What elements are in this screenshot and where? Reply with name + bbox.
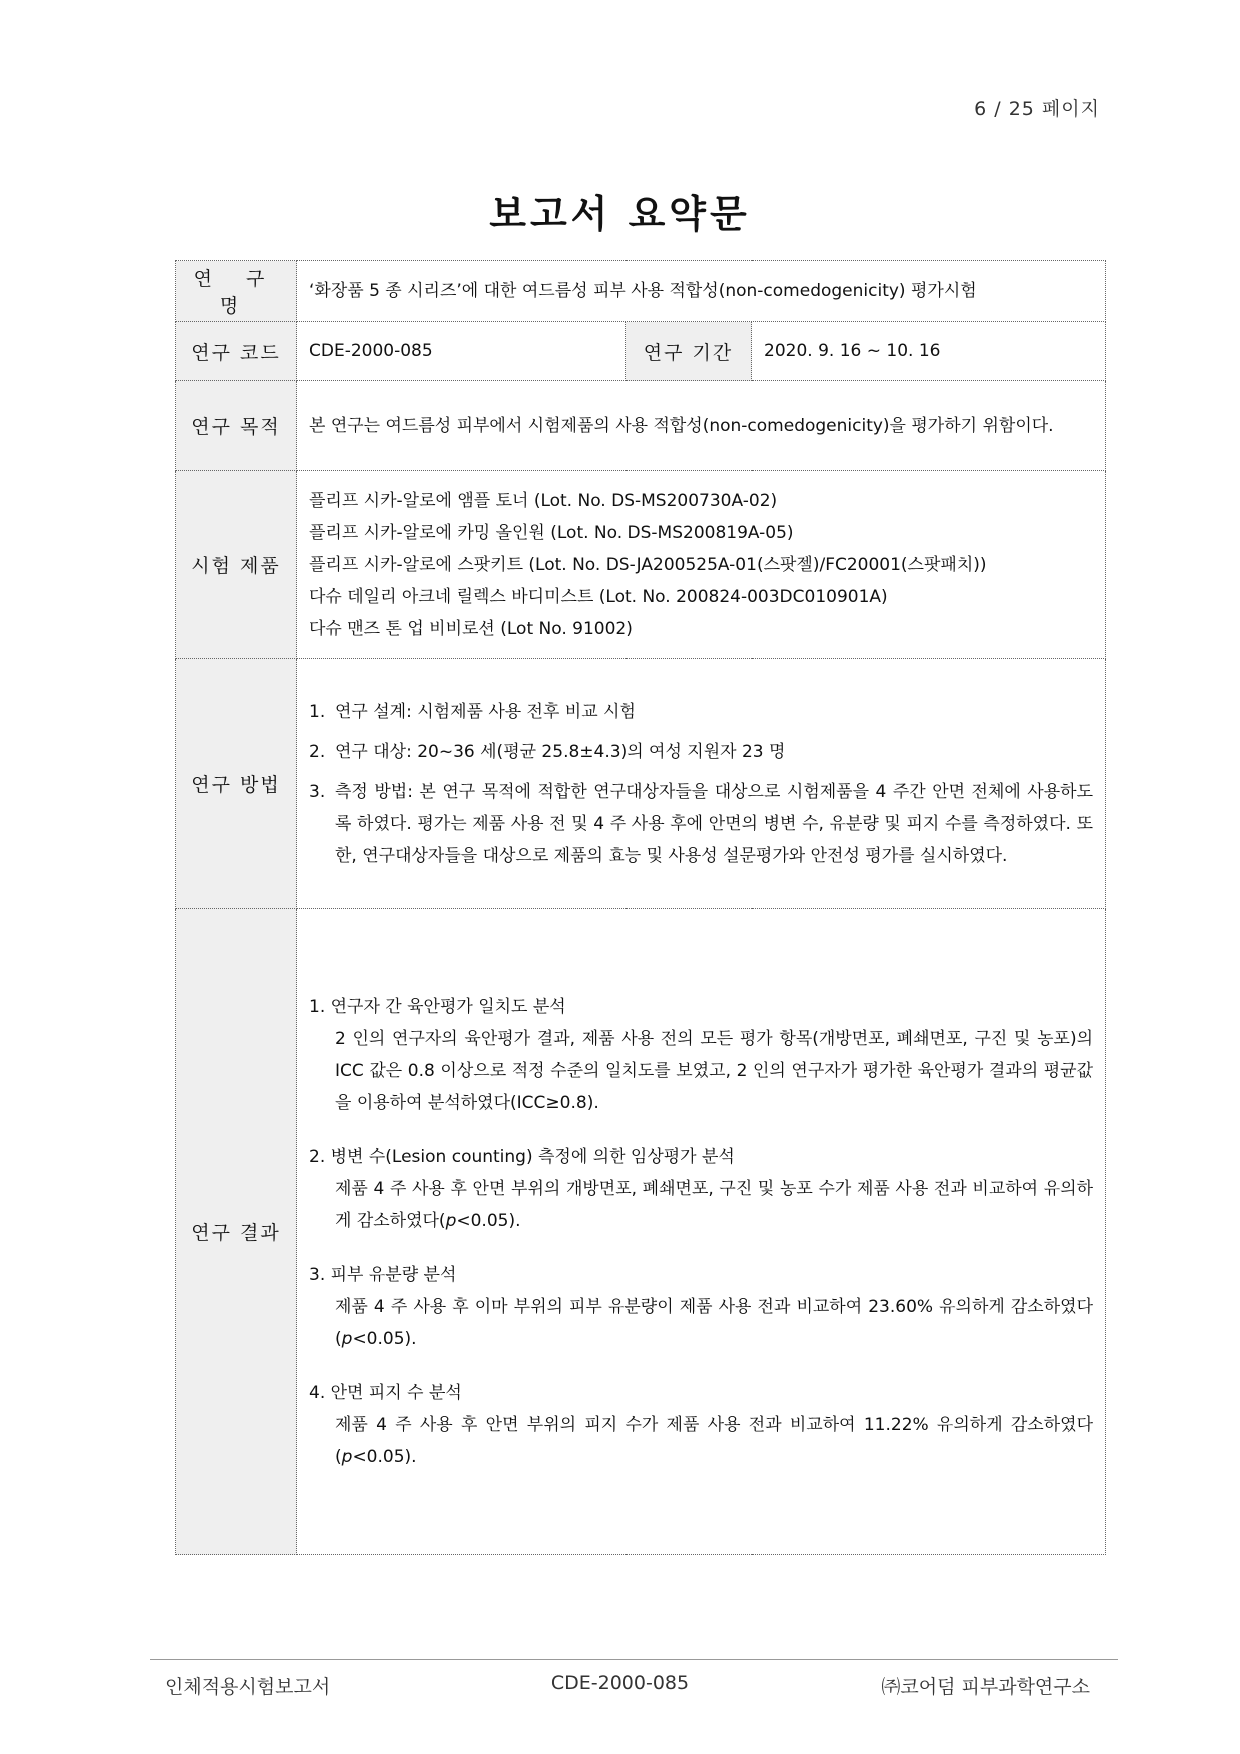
row-study-code [176,322,1106,381]
result-body: 제품 4 주 사용 후 안면 부위의 피지 수가 제품 사용 전과 비교하여 11.22% 유의하게 감소하였다(p<0.05). [335,1414,1093,1467]
result-item [309,1259,1093,1355]
row-products [176,471,1106,659]
product-item: 다슈 맨즈 톤 업 비비로션 (Lot No. 91002) [309,618,633,639]
value-products [297,471,1106,659]
result-heading: 3. 피부 유분량 분석 [309,1264,457,1285]
label-study-name: 연 구 명 [176,261,297,322]
value-study-code: CDE-2000-085 [297,322,626,381]
label-method: 연구 방법 [176,659,297,909]
row-purpose [176,381,1106,471]
label-study-period: 연구 기간 [626,322,752,381]
method-item: 3. 측정 방법: 본 연구 목적에 적합한 연구대상자들을 대상으로 시험제품을 4 주간 안면 전체에 사용하도록 하였다. 평가는 제품 사용 전 및 4 주 사용 후에 안면의 병변 수, 유분량 및 피지 수를 측정하였다. 또한, 연구대상자들을 대상으로 제품의 효능 및 사용성 설문평가와 안전성 평가를 실시하였다. [309,781,1093,866]
method-item: 2. 연구 대상: 20~36 세(평균 25.8±4.3)의 여성 지원자 23 명 [309,741,786,762]
result-item [309,991,1093,1119]
result-heading: 4. 안면 피지 수 분석 [309,1382,462,1403]
value-study-name: ‘화장품 5 종 시리즈’에 대한 여드름성 피부 사용 적합성(non-comedogenicity) 평가시험 [297,261,1106,322]
result-heading: 1. 연구자 간 육안평가 일치도 분석 [309,996,566,1017]
product-item: 플리프 시카-알로에 카밍 올인원 (Lot. No. DS-MS200819A-05) [309,522,794,543]
label-results: 연구 결과 [176,909,297,1555]
value-results [297,909,1106,1555]
label-study-code: 연구 코드 [176,322,297,381]
row-results [176,909,1106,1555]
result-heading: 2. 병변 수(Lesion counting) 측정에 의한 임상평가 분석 [309,1146,735,1167]
page-indicator: 6 / 25 페이지 [974,98,1100,120]
method-item: 1. 연구 설계: 시험제품 사용 전후 비교 시험 [309,701,636,722]
product-item: 다슈 데일리 아크네 릴렉스 바디미스트 (Lot. No. 200824-003DC010901A) [309,586,888,607]
result-body: 제품 4 주 사용 후 안면 부위의 개방면포, 폐쇄면포, 구진 및 농포 수가 제품 사용 전과 비교하여 유의하게 감소하였다(p<0.05). [335,1178,1093,1231]
footer-report-type: 인체적용시험보고서 [165,1676,331,1698]
footer-study-code: CDE-2000-085 [550,1672,690,1694]
value-study-period: 2020. 9. 16 ~ 10. 16 [752,322,1106,381]
label-products: 시험 제품 [176,471,297,659]
result-body: 제품 4 주 사용 후 이마 부위의 피부 유분량이 제품 사용 전과 비교하여 23.60% 유의하게 감소하였다(p<0.05). [335,1296,1093,1349]
result-body: 2 인의 연구자의 육안평가 결과, 제품 사용 전의 모든 평가 항목(개방면포, 폐쇄면포, 구진 및 농포)의 ICC 값은 0.8 이상으로 적정 수준의 일치도를 보였고, 2 인의 연구자가 평가한 육안평가 결과의 평균값을 이용하여 분석하였다(ICC≥0.8). [335,1028,1093,1113]
summary-table [175,260,1106,1555]
product-item: 플리프 시카-알로에 스팟키트 (Lot. No. DS-JA200525A-01(스팟젤)/FC20001(스팟패치)) [309,554,987,575]
value-purpose: 본 연구는 여드름성 피부에서 시험제품의 사용 적합성(non-comedogenicity)을 평가하기 위함이다. [297,381,1106,471]
result-item [309,1377,1093,1473]
label-purpose: 연구 목적 [176,381,297,471]
footer-organization: ㈜코어덤 피부과학연구소 [881,1676,1090,1698]
product-item: 플리프 시카-알로에 앰플 토너 (Lot. No. DS-MS200730A-02) [309,490,778,511]
row-method [176,659,1106,909]
value-method [297,659,1106,909]
row-study-name [176,261,1106,322]
footer-divider [150,1659,1118,1660]
page-title: 보고서 요약문 [489,192,751,236]
result-item [309,1141,1093,1237]
